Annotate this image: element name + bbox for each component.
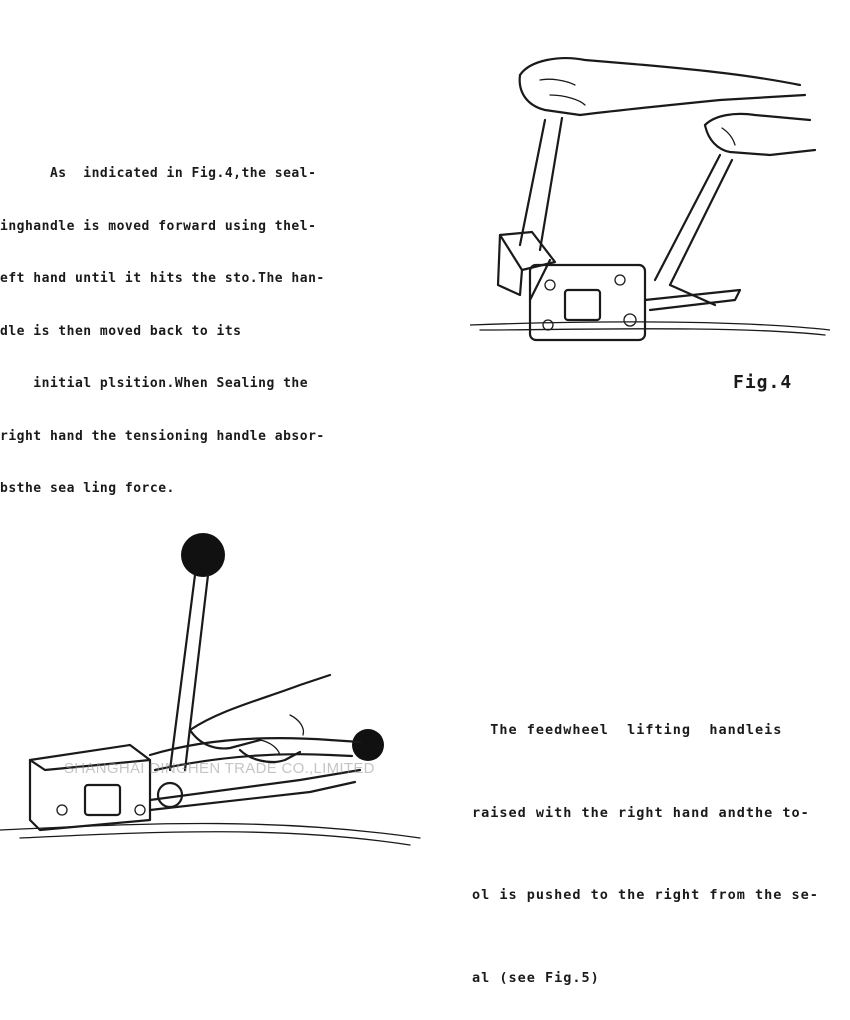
lever-knob <box>181 533 225 577</box>
fig4-illustration <box>470 0 830 360</box>
paragraph-line: As indicated in Fig.4,the seal- <box>0 166 317 181</box>
feedwheel-knob <box>352 729 384 761</box>
paragraph-line: raised with the right hand andthe to- <box>472 804 810 821</box>
figure-caption: Fig.4 <box>733 372 793 393</box>
paragraph-line: initial plsition.When Sealing the <box>0 376 309 391</box>
paragraph-line: The feedwheel lifting handleis <box>472 722 783 738</box>
paragraph-top <box>0 130 325 515</box>
paragraph-line: eft hand until it hits the sto.The han- <box>0 271 325 286</box>
paragraph-line: al (see Fig.5) <box>472 969 600 986</box>
paragraph-bottom <box>472 662 819 1020</box>
paragraph-line: inghandle is moved forward using thel- <box>0 218 317 234</box>
paragraph-line: ol is pushed to the right from the se- <box>472 887 819 903</box>
paragraph-line: bsthe sea ling force. <box>0 481 175 496</box>
fig5-illustration <box>0 520 470 850</box>
watermark: SHANGHAI DINGHEN TRADE CO.,LIMITED <box>64 760 375 777</box>
paragraph-line: right hand the tensioning handle absor- <box>0 428 325 444</box>
paragraph-line: dle is then moved back to its <box>0 323 242 339</box>
